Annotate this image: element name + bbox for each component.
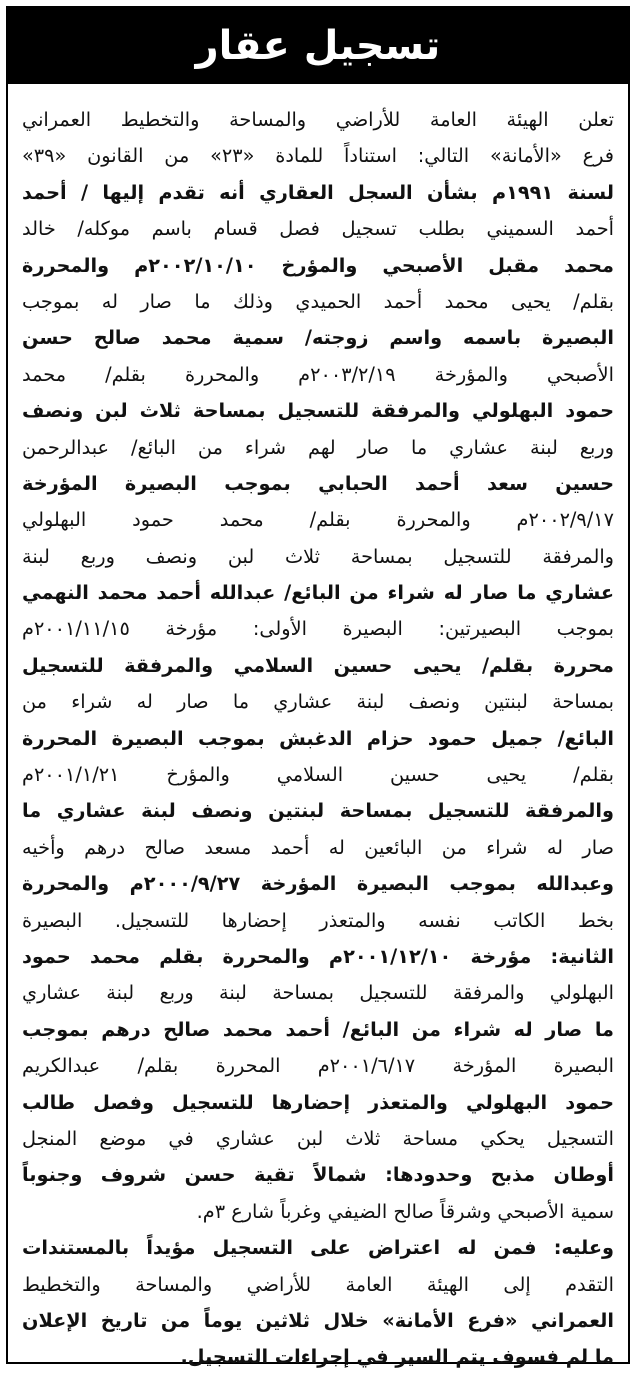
body-text-line: والمرفقة للتسجيل بمساحة ثلاث لبن ونصف وربع لبنة — [22, 544, 614, 568]
notice-title: تسجيل عقار — [195, 23, 441, 69]
body-text-line: عشاري ما صار له شراء من البائع/ عبدالله أحمد محمد النهمي — [22, 581, 614, 605]
body-text-line: الأصبحي والمؤرخة ٢٠٠٣/٢/١٩م والمحررة بقلم/ محمد — [22, 362, 614, 386]
body-text-line: أوطان مذبح وحدودها: شمالاً تقية حسن شروف وجنوباً — [22, 1163, 614, 1187]
body-text-line: البصيرة باسمه واسم زوجته/ سمية محمد صالح حسن — [22, 326, 614, 350]
body-text-line: حمود البهلولي والمتعذر إحضارها للتسجيل وفصل طالب — [22, 1090, 614, 1114]
body-text-line: بموجب البصيرتين: البصيرة الأولى: مؤرخة ٢٠٠١/١١/١٥م — [22, 617, 614, 641]
body-text-line: التقدم إلى الهيئة العامة للأراضي والمساحة والتخطيط — [22, 1272, 614, 1296]
body-text-line: محررة بقلم/ يحيى حسين السلامي والمرفقة للتسجيل — [22, 653, 614, 677]
body-text-line: البائع/ جميل حمود حزام الدغبش بموجب البصيرة المحررة — [22, 726, 614, 750]
body-text-line: محمد مقبل الأصبحي والمؤرخ ٢٠٠٢/١٠/١٠م والمحررة — [22, 253, 614, 277]
body-text-line: التسجيل يحكي مساحة ثلاث لبن عشاري في موضع المنجل — [22, 1126, 614, 1150]
body-text-line: وعبدالله بموجب البصيرة المؤرخة ٢٠٠٠/٩/٢٧م والمحررة — [22, 872, 614, 896]
body-text-line: فرع «الأمانة» التالي: استناداً للمادة «٢٣» من القانون «٣٩» — [22, 144, 614, 168]
body-text-line: ما صار له شراء من البائع/ أحمد محمد صالح درهم بموجب — [22, 1017, 614, 1041]
body-text-line: لسنة ١٩٩١م بشأن السجل العقاري أنه تقدم إليها / أحمد — [22, 180, 614, 204]
body-text-line: أحمد السميني بطلب تسجيل فصل قسام باسم موكله/ خالد — [22, 217, 614, 241]
body-text-line: العمراني «فرع الأمانة» خلال ثلاثين يوماً من تاريخ الإعلان — [22, 1308, 614, 1332]
body-text-line: ٢٠٠٢/٩/١٧م والمحررة بقلم/ محمد حمود البهلولي — [22, 508, 614, 532]
body-text-line: الثانية: مؤرخة ٢٠٠١/١٢/١٠م والمحررة بقلم محمد حمود — [22, 944, 614, 968]
body-text-line: بقلم/ يحيى محمد أحمد الحميدي وذلك ما صار له بموجب — [22, 289, 614, 313]
body-text-line: بخط الكاتب نفسه والمتعذر إحضارها للتسجيل. البصيرة — [22, 908, 614, 932]
notice-body — [8, 84, 628, 1376]
body-text-line: والمرفقة للتسجيل بمساحة لبنتين ونصف لبنة عشاري ما — [22, 799, 614, 823]
body-text-line: وعليه: فمن له اعتراض على التسجيل مؤيداً بالمستندات — [22, 1236, 614, 1260]
body-text-line: تعلن الهيئة العامة للأراضي والمساحة والتخطيط العمراني — [22, 108, 614, 131]
body-text-line: سمية الأصبحي وشرقاً صالح الضيفي وغرباً شارع ٣م. — [196, 1199, 614, 1223]
body-text-line: وربع لبنة عشاري ما صار لهم شراء من البائع/ عبدالرحمن — [22, 435, 614, 459]
body-text-line: بمساحة لبنتين ونصف لبنة عشاري ما صار له شراء من — [22, 690, 614, 714]
notice-header — [8, 8, 628, 84]
notice-box — [6, 6, 630, 1369]
body-text-line: صار له شراء من البائعين له أحمد مسعد صالح درهم وأخيه — [22, 835, 614, 859]
body-text-line: بقلم/ يحيى حسين السلامي والمؤرخ ٢٠٠١/١/٢١م — [22, 763, 614, 787]
body-text-line: البصيرة المؤرخة ٢٠٠١/٦/١٧م المحررة بقلم/ عبدالكريم — [22, 1054, 614, 1078]
body-text-line: البهلولي والمرفقة للتسجيل بمساحة لبنة وربع لبنة عشاري — [22, 981, 614, 1005]
body-text-line: ما لم فسوف يتم السير في إجراءات التسجيل. — [180, 1345, 614, 1369]
body-text-line: حمود البهلولي والمرفقة للتسجيل بمساحة ثلاث لبن ونصف — [22, 399, 614, 423]
body-text-line: حسين سعد أحمد الحبابي بموجب البصيرة المؤرخة — [22, 471, 614, 495]
